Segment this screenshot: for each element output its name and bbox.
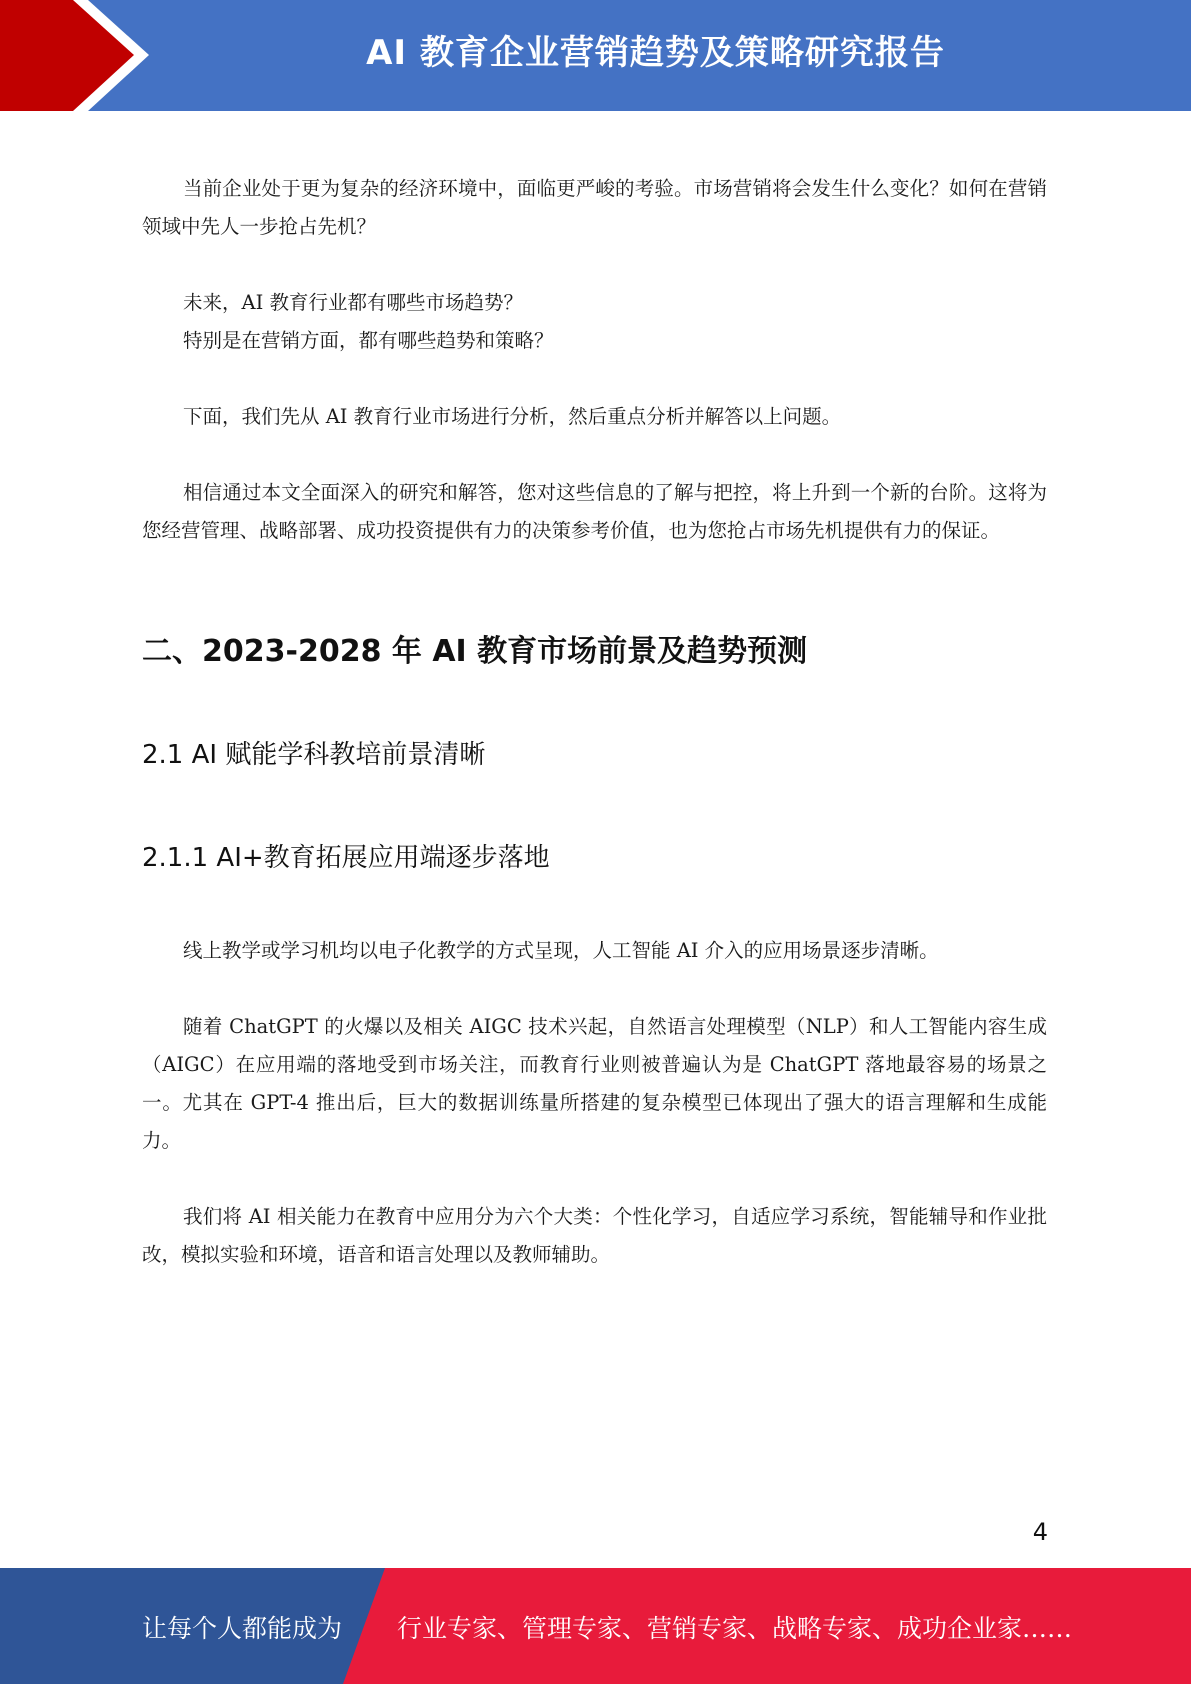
intro-section — [142, 170, 1047, 550]
subsubsection-heading: 2.1.1 AI+教育拓展应用端逐步落地 — [142, 843, 550, 873]
section-heading: 二、2023-2028 年 AI 教育市场前景及趋势预测 — [142, 634, 808, 669]
intro-paragraph-4: 下面，我们先从 AI 教育行业市场进行分析，然后重点分析并解答以上问题。 — [183, 405, 842, 428]
page-number: 4 — [1032, 1518, 1048, 1546]
section-body — [142, 932, 1047, 1274]
chevron-arrow-icon — [0, 0, 160, 111]
footer-slogan: 让每个人都能成为 — [142, 1614, 343, 1643]
document-title: AI 教育企业营销趋势及策略研究报告 — [366, 33, 945, 73]
intro-paragraph-1: 当前企业处于更为复杂的经济环境中，面临更严峻的考验。市场营销将会发生什么变化？如何在营销领域中先人一步抢占先机？ — [142, 177, 1047, 238]
footer-banner — [0, 1568, 1191, 1684]
header-banner — [0, 0, 1191, 111]
footer-roles: 行业专家、管理专家、营销专家、战略专家、成功企业家…… — [397, 1614, 1073, 1643]
intro-paragraph-3: 特别是在营销方面，都有哪些趋势和策略？ — [183, 329, 554, 352]
subsection-heading: 2.1 AI 赋能学科教培前景清晰 — [142, 740, 486, 770]
intro-paragraph-2: 未来，AI 教育行业都有哪些市场趋势？ — [183, 291, 523, 314]
intro-paragraph-5: 相信通过本文全面深入的研究和解答，您对这些信息的了解与把控，将上升到一个新的台阶。这将为您经营管理、战略部署、成功投资提供有力的决策参考价值，也为您抢占市场先机提供有力的保证。 — [142, 481, 1047, 542]
section-paragraph-2: 随着 ChatGPT 的火爆以及相关 AIGC 技术兴起，自然语言处理模型（NLP）和人工智能内容生成（AIGC）在应用端的落地受到市场关注，而教育行业则被普遍认为是 ChatGPT 落地最容易的场景之一。尤其在 GPT-4 推出后，巨大的数据训练量所搭建的复杂模型已体现出了强大的语言理解和生成能力。 — [142, 1015, 1047, 1152]
section-paragraph-3: 我们将 AI 相关能力在教育中应用分为六个大类：个性化学习，自适应学习系统，智能辅导和作业批改，模拟实验和环境，语音和语言处理以及教师辅助。 — [142, 1205, 1047, 1266]
section-paragraph-1: 线上教学或学习机均以电子化教学的方式呈现，人工智能 AI 介入的应用场景逐步清晰。 — [183, 939, 939, 962]
